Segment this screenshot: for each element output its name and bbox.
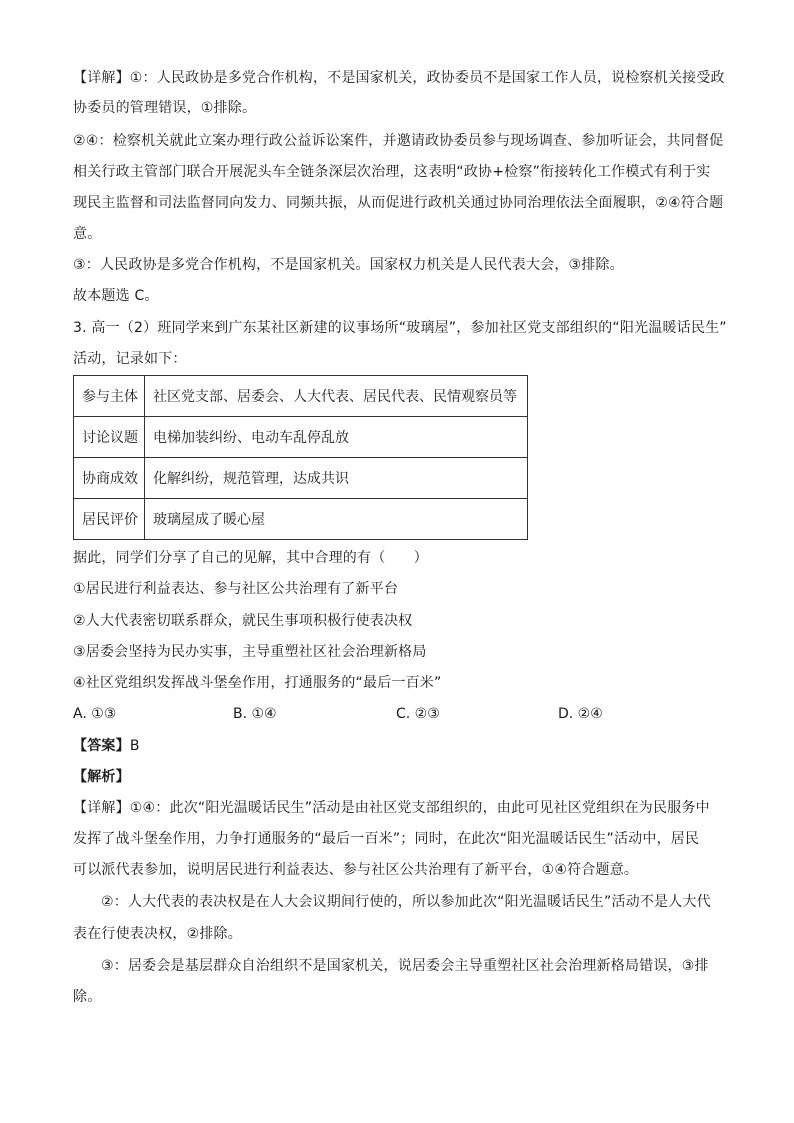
q2-detail-line-6: 意。 [73, 226, 102, 242]
q3-statement-3: ③居委会坚持为民办实事，主导重塑社区社会治理新格局 [73, 644, 427, 660]
q3-question: 据此，同学们分享了自己的见解，其中合理的有（ ） [73, 550, 428, 566]
answer-value: B [129, 738, 140, 754]
analysis-tag: 【解析】 [73, 769, 130, 785]
option-a: A. ①③ [73, 706, 117, 722]
table-value-cell: 电梯加装纠纷、电动车乱停乱放 [145, 417, 528, 458]
q3-detail-line-6: ③：居委会是基层群众自治组织不是国家机关，说居委会主导重塑社区社会治理新格局错误，③排 [101, 958, 709, 974]
q3-detail-line-4: ②：人大代表的表决权是在人大会议期间行使的，所以参加此次“阳光温暖话民生”活动不是人大代 [101, 894, 711, 910]
q3-stem-line-2: 活动，记录如下： [73, 351, 187, 367]
q2-detail-line-1: 【详解】①：人民政协是多党合作机构，不是国家机关，政协委员不是国家工作人员，说检察机关接受政 [73, 70, 725, 86]
option-d: D. ②④ [558, 706, 603, 722]
q2-detail-line-4: 相关行政主管部门联合开展泥头车全链条深层次治理，这表明“政协+检察”衔接转化工作模式有利于实 [73, 164, 711, 180]
activity-record-table [73, 375, 528, 540]
q2-detail-line-7: ③：人民政协是多党合作机构，不是国家机关。国家权力机关是人民代表大会，③排除。 [73, 257, 624, 273]
table-value-cell: 玻璃屋成了暖心屋 [145, 499, 528, 540]
table-key-cell: 参与主体 [74, 376, 145, 417]
table-row [74, 458, 528, 499]
table-key-cell: 居民评价 [74, 499, 145, 540]
table-value-cell: 化解纠纷，规范管理，达成共识 [145, 458, 528, 499]
table-row [74, 417, 528, 458]
q3-detail-line-1: 【详解】①④：此次“阳光温暖话民生”活动是由社区党支部组织的，由此可见社区党组织在为民服务中 [73, 800, 710, 816]
q3-detail-line-3: 可以派代表参加，说明居民进行利益表达、参与社区公共治理有了新平台，①④符合题意。 [73, 862, 639, 878]
answer-tag: 【答案】 [73, 738, 130, 754]
q2-conclusion: 故本题选 C。 [73, 288, 159, 304]
q2-detail-line-5: 现民主监督和司法监督同向发力、同频共振，从而促进行政机关通过协同治理依法全面履职，②④符合题 [73, 195, 724, 211]
q3-statement-1: ①居民进行利益表达、参与社区公共治理有了新平台 [73, 581, 399, 597]
table-key-cell: 讨论议题 [74, 417, 145, 458]
option-b: B. ①④ [233, 706, 277, 722]
table-row [74, 376, 528, 417]
q3-detail-line-7: 除。 [73, 989, 102, 1005]
q3-statement-4: ④社区党组织发挥战斗堡垒作用，打通服务的“最后一百米” [73, 675, 442, 691]
table-value-cell: 社区党支部、居委会、人大代表、居民代表、民情观察员等 [145, 376, 528, 417]
q2-detail-line-2: 协委员的管理错误，①排除。 [73, 100, 257, 116]
q3-statement-2: ②人大代表密切联系群众，就民生事项积极行使表决权 [73, 613, 413, 629]
table-row [74, 499, 528, 540]
q3-detail-line-5: 表在行使表决权，②排除。 [73, 926, 242, 942]
answer-line [73, 737, 733, 755]
q2-detail-line-3: ②④：检察机关就此立案办理行政公益诉讼案件，并邀请政协委员参与现场调查、参加听证会，共同督促 [73, 133, 724, 149]
q3-stem-line-1: 3. 高一（2）班同学来到广东某社区新建的议事场所“玻璃屋”，参加社区党支部组织的“阳光温暖话民生” [73, 320, 727, 336]
q3-detail-line-2: 发挥了战斗堡垒作用，力争打通服务的“最后一百米”；同时，在此次“阳光温暖话民生”活动中，居民 [73, 831, 700, 847]
option-c: C. ②③ [396, 706, 440, 722]
table-key-cell: 协商成效 [74, 458, 145, 499]
